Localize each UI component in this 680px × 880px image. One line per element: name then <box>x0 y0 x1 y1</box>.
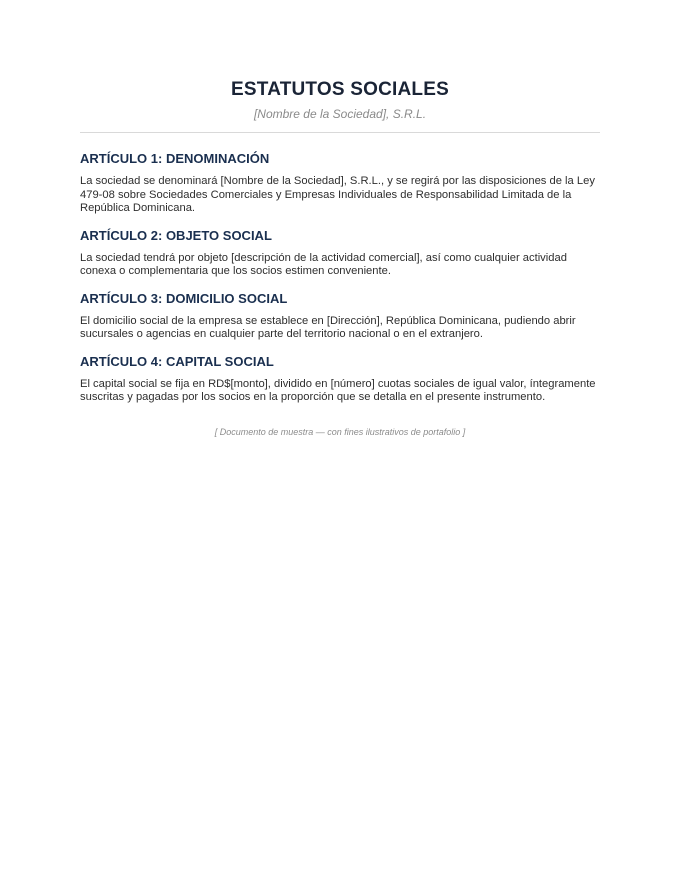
article-heading: ARTÍCULO 2: OBJETO SOCIAL <box>80 227 272 243</box>
article-body: La sociedad se denominará [Nombre de la Sociedad], S.R.L., y se regirá por las disposiciones de la Ley 479-08 sobre Sociedades Comerciales y Empresas Individuales de Responsabilidad Limitada de la República Dominicana. <box>80 175 595 214</box>
article-body: La sociedad tendrá por objeto [descripción de la actividad comercial], así como cualquier actividad conexa o complementaria que los socios estimen conveniente. <box>80 251 567 277</box>
article-3 <box>80 290 600 342</box>
article-1 <box>80 150 600 216</box>
article-heading: ARTÍCULO 3: DOMICILIO SOCIAL <box>80 290 288 306</box>
article-heading: ARTÍCULO 1: DENOMINACIÓN <box>80 151 270 166</box>
article-2 <box>80 227 600 279</box>
document-subtitle: [Nombre de la Sociedad], S.R.L. <box>253 107 427 121</box>
article-heading: ARTÍCULO 4: CAPITAL SOCIAL <box>80 353 274 369</box>
article-body: El domicilio social de la empresa se establece en [Dirección], República Dominicana, pudiendo abrir sucursales o agencias en cualquier parte del territorio nacional o en el extranjero. <box>80 314 576 340</box>
article-body: El capital social se fija en RD$[monto], dividido en [número] cuotas sociales de igual valor, íntegramente suscritas y pagadas por los socios en la proporción que se detalla en el presente instrumento. <box>80 377 596 403</box>
title-divider <box>80 132 600 133</box>
sample-disclaimer: [ Documento de muestra — con fines ilustrativos de portafolio ] <box>214 426 466 437</box>
document-title: ESTATUTOS SOCIALES <box>231 79 449 100</box>
article-4 <box>80 353 600 405</box>
